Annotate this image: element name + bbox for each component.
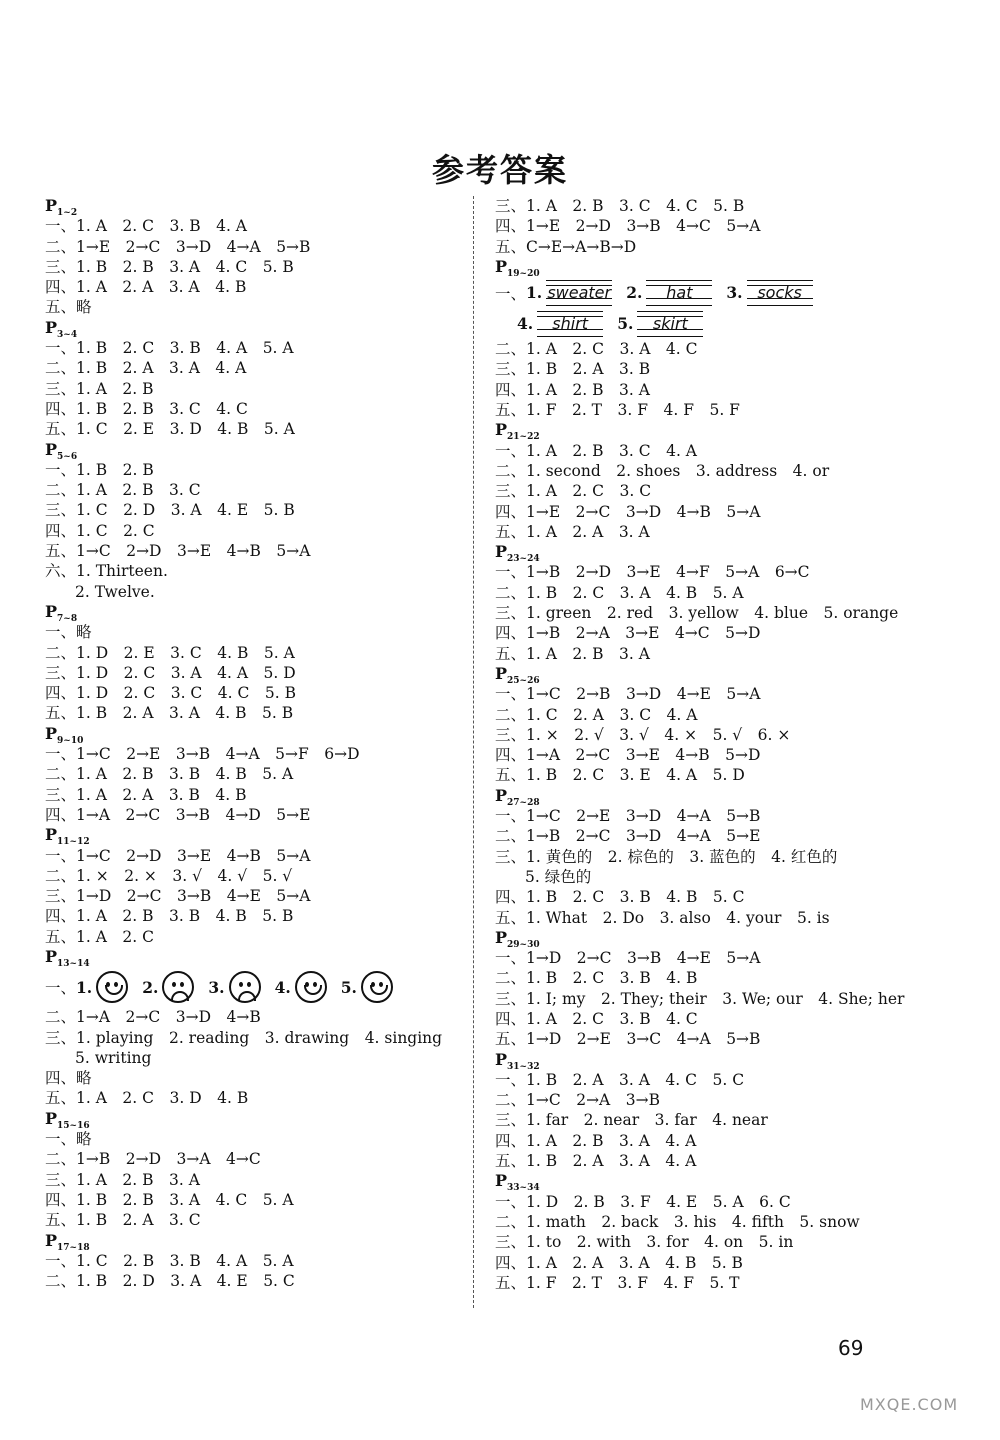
section-heading: $P_{7\sim 8}$ <box>45 601 78 625</box>
answer-line: 五、1. F 2. T 3. F 4. F 5. T <box>495 1273 740 1292</box>
answer-line: 四、1. A 2. A 3. A 4. B 5. B <box>495 1253 743 1272</box>
column-divider <box>473 196 474 1308</box>
answer-line: 三、1. I; my 2. They; their 3. We; our 4. She; her <box>495 989 905 1008</box>
page-title: 参考答案 <box>431 151 568 189</box>
answer-line: 三、1. A 2. C 3. C <box>495 482 652 501</box>
answer-line: 四、1. A 2. A 3. A 4. B <box>45 278 247 297</box>
answer-line: 三、1. 黄色的 2. 棕色的 3. 蓝色的 4. 红色的 <box>495 847 838 866</box>
answer-line: 一、1→D 2→C 3→B 4→E 5→A <box>495 949 761 968</box>
answer-line: 四、1. B 2. C 3. B 4. B 5. C <box>495 888 745 907</box>
answer-line: 三、1. A 2. B 3. A <box>45 1170 200 1189</box>
sad-face-icon <box>229 971 261 1003</box>
section-heading: $P_{17\sim 18}$ <box>45 1230 90 1253</box>
answer-line: 五、1. A 2. B 3. A <box>495 644 650 663</box>
section-heading: $P_{21\sim 22}$ <box>495 420 540 443</box>
answer-line: 五、1. B 2. A 3. C <box>45 1211 201 1230</box>
answer-line: 五、1→C 2→D 3→E 4→B 5→A <box>45 542 311 561</box>
answer-line: 二、1. B 2. C 3. B 4. B <box>495 969 698 988</box>
answer-line: 五、1. B 2. A 3. A 4. A <box>495 1152 697 1171</box>
answer-line: 三、1. × 2. √ 3. √ 4. × 5. √ 6. × <box>495 725 791 744</box>
answer-line: 一、略 <box>45 1130 92 1149</box>
answer-line: 五、1. A 2. C 3. D 4. B <box>45 1089 249 1108</box>
section-heading: $P_{1\sim 2}$ <box>45 196 78 219</box>
answer-line: 三、1. far 2. near 3. far 4. near <box>495 1111 768 1130</box>
answer-line: 三、1. to 2. with 3. for 4. on 5. in <box>495 1233 794 1252</box>
answer-line: 5. 绿色的 <box>525 867 592 886</box>
handwriting-word: sweater <box>546 280 612 306</box>
page-number: 69 <box>838 1336 864 1360</box>
answer-line: 三、1. C 2. D 3. A 4. E 5. B <box>45 501 295 520</box>
answer-line: 二、1. D 2. E 3. C 4. B 5. A <box>45 643 295 662</box>
answer-line: 一、略 <box>45 623 92 642</box>
answer-line: 三、1. A 2. B <box>45 379 154 398</box>
answer-line: 二、1→C 2→A 3→B <box>495 1091 660 1110</box>
section-heading: $P_{27\sim 28}$ <box>495 785 540 808</box>
answer-line: 五、1. F 2. T 3. F 4. F 5. F <box>495 401 740 420</box>
happy-face-icon <box>361 971 393 1003</box>
answer-line: 二、1. C 2. A 3. C 4. A <box>495 705 698 724</box>
answer-line: 五、1→D 2→E 3→C 4→A 5→B <box>495 1030 761 1049</box>
answer-line: 2. Twelve. <box>75 582 155 601</box>
item-prefix: 一、 <box>495 284 527 303</box>
answer-line: 三、1. B 2. B 3. A 4. C 5. B <box>45 257 294 276</box>
section-heading: $P_{23\sim 24}$ <box>495 542 540 565</box>
answer-line: 五、1. C 2. E 3. D 4. B 5. A <box>45 420 295 439</box>
item-prefix: 一、 <box>45 979 77 998</box>
answer-line: 四、1. A 2. B 3. A <box>495 380 650 399</box>
answer-line: 四、略 <box>45 1069 92 1088</box>
answer-line: 二、1. B 2. D 3. A 4. E 5. C <box>45 1272 295 1291</box>
answer-line: 一、1→C 2→D 3→E 4→B 5→A <box>45 846 311 865</box>
answer-line: 二、1. second 2. shoes 3. address 4. or <box>495 461 830 480</box>
section-heading: $P_{3\sim 4}$ <box>45 317 78 340</box>
answer-line: 五、1. A 2. A 3. A <box>495 522 650 541</box>
answer-line: 5. writing <box>75 1048 152 1067</box>
happy-face-icon <box>295 971 327 1003</box>
handwriting-word: hat <box>646 280 712 306</box>
answer-line: 三、1. A 2. B 3. C 4. C 5. B <box>495 197 745 215</box>
handwriting-answer-row: 4. shirt 5. skirt <box>495 308 955 339</box>
answer-line: 三、1→D 2→C 3→B 4→E 5→A <box>45 887 311 906</box>
answer-line: 二、1. B 2. C 3. A 4. B 5. A <box>495 583 744 602</box>
answer-line: 四、1. C 2. C <box>45 521 155 540</box>
answer-line: 四、1→E 2→D 3→B 4→C 5→A <box>495 217 761 236</box>
happy-face-icon <box>96 971 128 1003</box>
answer-line: 四、1→E 2→C 3→D 4→B 5→A <box>495 502 761 521</box>
answer-line: 二、1. math 2. back 3. his 4. fifth 5. snow <box>495 1212 860 1231</box>
answer-line: 五、C→E→A→B→D <box>495 237 637 256</box>
answer-line: 一、1. B 2. A 3. A 4. C 5. C <box>495 1070 745 1089</box>
answer-line: 三、1. green 2. red 3. yellow 4. blue 5. orange <box>495 604 899 623</box>
handwriting-word: shirt <box>537 311 603 337</box>
answer-line: 四、1. B 2. B 3. A 4. C 5. A <box>45 1190 294 1209</box>
answer-line: 三、1. A 2. A 3. B 4. B <box>45 785 247 804</box>
answer-line: 一、1. D 2. B 3. F 4. E 5. A 6. C <box>495 1192 791 1211</box>
section-heading: $P_{5\sim 6}$ <box>45 439 78 462</box>
watermark: MXQE.COM <box>860 1395 959 1414</box>
answer-line: 五、1. A 2. C <box>45 927 154 946</box>
answer-line: 二、1. × 2. × 3. √ 4. √ 5. √ <box>45 866 293 885</box>
answer-line: 一、1→B 2→D 3→E 4→F 5→A 6→C <box>495 563 810 582</box>
answer-line: 四、1→A 2→C 3→E 4→B 5→D <box>495 746 761 765</box>
answer-line: 四、1→B 2→A 3→E 4→C 5→D <box>495 624 761 643</box>
section-heading: $P_{13\sim 14}$ <box>45 946 90 970</box>
answer-line: 二、1. B 2. A 3. A 4. A <box>45 359 247 378</box>
answer-line: 二、1→B 2→D 3→A 4→C <box>45 1150 261 1169</box>
answer-line: 五、1. What 2. Do 3. also 4. your 5. is <box>495 908 830 927</box>
answer-line: 五、略 <box>45 298 92 317</box>
answer-line: 四、1. A 2. C 3. B 4. C <box>495 1009 698 1028</box>
answer-line: 一、1. C 2. B 3. B 4. A 5. A <box>45 1251 294 1270</box>
answer-line: 二、1. A 2. C 3. A 4. C <box>495 340 698 359</box>
right-column <box>495 196 955 1293</box>
handwriting-answer-row: 一、 1. sweater 2. hat 3. socks <box>495 277 955 308</box>
answer-line: 五、1. B 2. A 3. A 4. B 5. B <box>45 704 294 723</box>
answer-line: 三、1. D 2. C 3. A 4. A 5. D <box>45 663 296 682</box>
section-heading: $P_{31\sim 32}$ <box>495 1049 540 1072</box>
answer-line: 一、1→C 2→B 3→D 4→E 5→A <box>495 685 761 704</box>
answer-line: 二、1→B 2→C 3→D 4→A 5→E <box>495 827 761 846</box>
answer-line: 三、1. B 2. A 3. B <box>495 360 651 379</box>
section-heading: $P_{29\sim 30}$ <box>495 927 540 950</box>
answer-line: 六、1. Thirteen. <box>45 562 168 581</box>
answer-line: 四、1. A 2. B 3. A 4. A <box>495 1131 697 1150</box>
answer-line: 一、1. A 2. C 3. B 4. A <box>45 217 247 236</box>
answer-line: 五、1. B 2. C 3. E 4. A 5. D <box>495 766 745 785</box>
answer-line: 二、1. A 2. B 3. B 4. B 5. A <box>45 765 294 784</box>
answer-line: 二、1. A 2. B 3. C <box>45 481 201 500</box>
handwriting-word: skirt <box>637 311 703 337</box>
face-answer-row: 一、 1. 2. 3. 4. 5. <box>45 967 465 1007</box>
section-heading: $P_{25\sim 26}$ <box>495 663 540 687</box>
answer-line: 四、1→A 2→C 3→B 4→D 5→E <box>45 805 311 824</box>
answer-line: 一、1. B 2. B <box>45 460 154 479</box>
left-column <box>45 196 465 1291</box>
answer-line: 四、1. B 2. B 3. C 4. C <box>45 399 248 418</box>
answer-line: 一、1→C 2→E 3→B 4→A 5→F 6→D <box>45 745 360 764</box>
answer-line: 一、1. B 2. C 3. B 4. A 5. A <box>45 339 294 358</box>
answer-line: 一、1. A 2. B 3. C 4. A <box>495 441 697 460</box>
section-heading: $P_{19\sim 20}$ <box>495 256 540 280</box>
section-heading: $P_{33\sim 34}$ <box>495 1171 540 1194</box>
answer-line: 一、1→C 2→E 3→D 4→A 5→B <box>495 807 761 826</box>
section-heading: $P_{11\sim 12}$ <box>45 825 90 848</box>
answer-line: 二、1→A 2→C 3→D 4→B <box>45 1008 261 1027</box>
sad-face-icon <box>162 971 194 1003</box>
handwriting-word: socks <box>747 280 813 306</box>
answer-line: 四、1. D 2. C 3. C 4. C 5. B <box>45 684 296 703</box>
answer-line: 二、1→E 2→C 3→D 4→A 5→B <box>45 237 311 256</box>
answer-line: 三、1. playing 2. reading 3. drawing 4. singing <box>45 1028 443 1047</box>
answer-line: 四、1. A 2. B 3. B 4. B 5. B <box>45 907 294 926</box>
section-heading: $P_{9\sim 10}$ <box>45 723 84 746</box>
section-heading: $P_{15\sim 16}$ <box>45 1108 90 1131</box>
